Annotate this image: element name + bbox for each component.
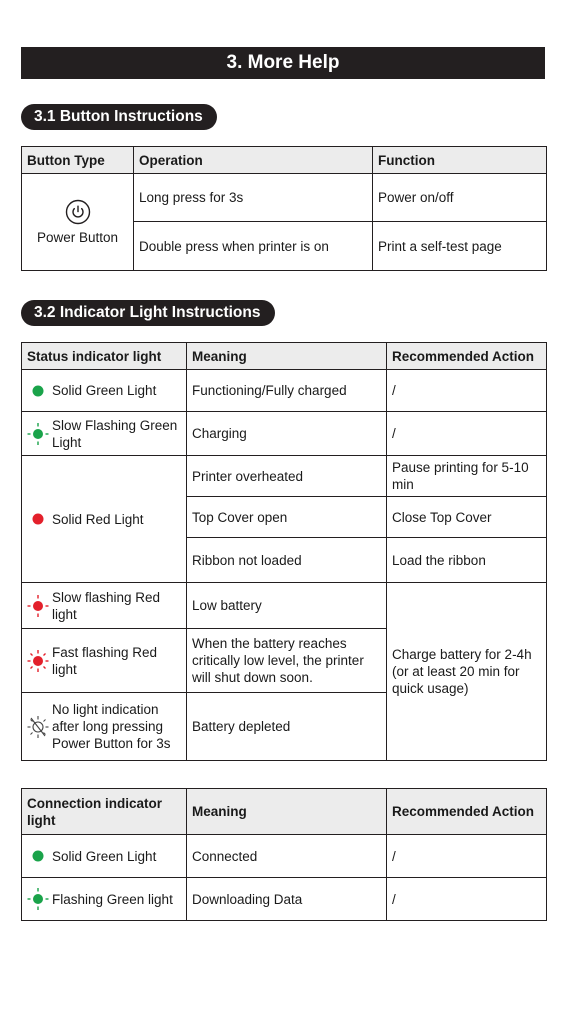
light-cell [22,583,187,629]
action-cell: Pause printing for 5-10 min [387,456,547,497]
action-cell: / [387,878,547,921]
light-cell [22,456,187,583]
light-label: Slow Flashing Green Light [52,417,178,450]
header-operation: Operation [134,147,373,174]
header-status-light: Status indicator light [22,343,187,370]
flashing-green-dot-icon [27,886,49,912]
light-label: Solid Green Light [52,848,157,864]
header-function: Function [373,147,547,174]
light-label: Solid Green Light [52,383,157,398]
flashing-green-dot-icon [27,421,49,447]
action-cell: Charge battery for 2-4h (or at least 20 min for quick usage) [387,583,547,761]
light-label: Fast flashing Red light [52,644,158,677]
meaning-cell: Functioning/Fully charged [187,370,387,412]
meaning-cell: Printer overheated [187,456,387,497]
power-icon [65,199,91,225]
light-cell [22,693,187,761]
light-cell [22,629,187,693]
fast-flashing-red-dot-icon [27,648,49,674]
solid-green-dot-icon [27,378,49,404]
action-cell: Load the ribbon [387,538,547,583]
meaning-cell: Charging [187,412,387,456]
function-cell: Power on/off [373,174,547,222]
section-button-instructions: 3.1 Button Instructions [21,104,217,130]
meaning-cell: Battery depleted [187,693,387,761]
light-label: No light indication after long pressing Power Button for 3s [52,702,171,751]
no-light-icon [27,714,49,740]
meaning-cell: Connected [187,835,387,878]
header-button-type: Button Type [22,147,134,174]
action-cell: / [387,835,547,878]
action-cell: / [387,412,547,456]
header-action: Recommended Action [387,789,547,835]
light-cell [22,878,187,921]
action-cell: / [387,370,547,412]
connection-indicator-table [21,788,547,921]
solid-red-dot-icon [27,506,49,532]
meaning-cell: When the battery reaches critically low level, the printer will shut down soon. [187,629,387,693]
light-cell [22,412,187,456]
header-meaning: Meaning [187,789,387,835]
header-connection-light: Connection indicator light [22,789,187,835]
status-indicator-table [21,342,547,761]
operation-cell: Long press for 3s [134,174,373,222]
meaning-cell: Ribbon not loaded [187,538,387,583]
function-cell: Print a self-test page [373,222,547,271]
section-indicator-instructions: 3.2 Indicator Light Instructions [21,300,275,326]
light-cell [22,835,187,878]
page-title: 3. More Help [21,47,545,79]
light-label: Slow flashing Red light [52,589,161,622]
light-label: Solid Red Light [52,511,144,527]
light-label: Flashing Green light [52,891,173,907]
meaning-cell: Top Cover open [187,497,387,538]
header-action: Recommended Action [387,343,547,370]
button-table [21,146,547,271]
header-meaning: Meaning [187,343,387,370]
light-cell [22,370,187,412]
power-button-label: Power Button [36,229,119,245]
action-cell: Close Top Cover [387,497,547,538]
solid-green-dot-icon [27,843,49,869]
flashing-red-dot-icon [27,593,49,619]
meaning-cell: Low battery [187,583,387,629]
meaning-cell: Downloading Data [187,878,387,921]
operation-cell: Double press when printer is on [134,222,373,271]
power-button-cell [22,174,134,271]
